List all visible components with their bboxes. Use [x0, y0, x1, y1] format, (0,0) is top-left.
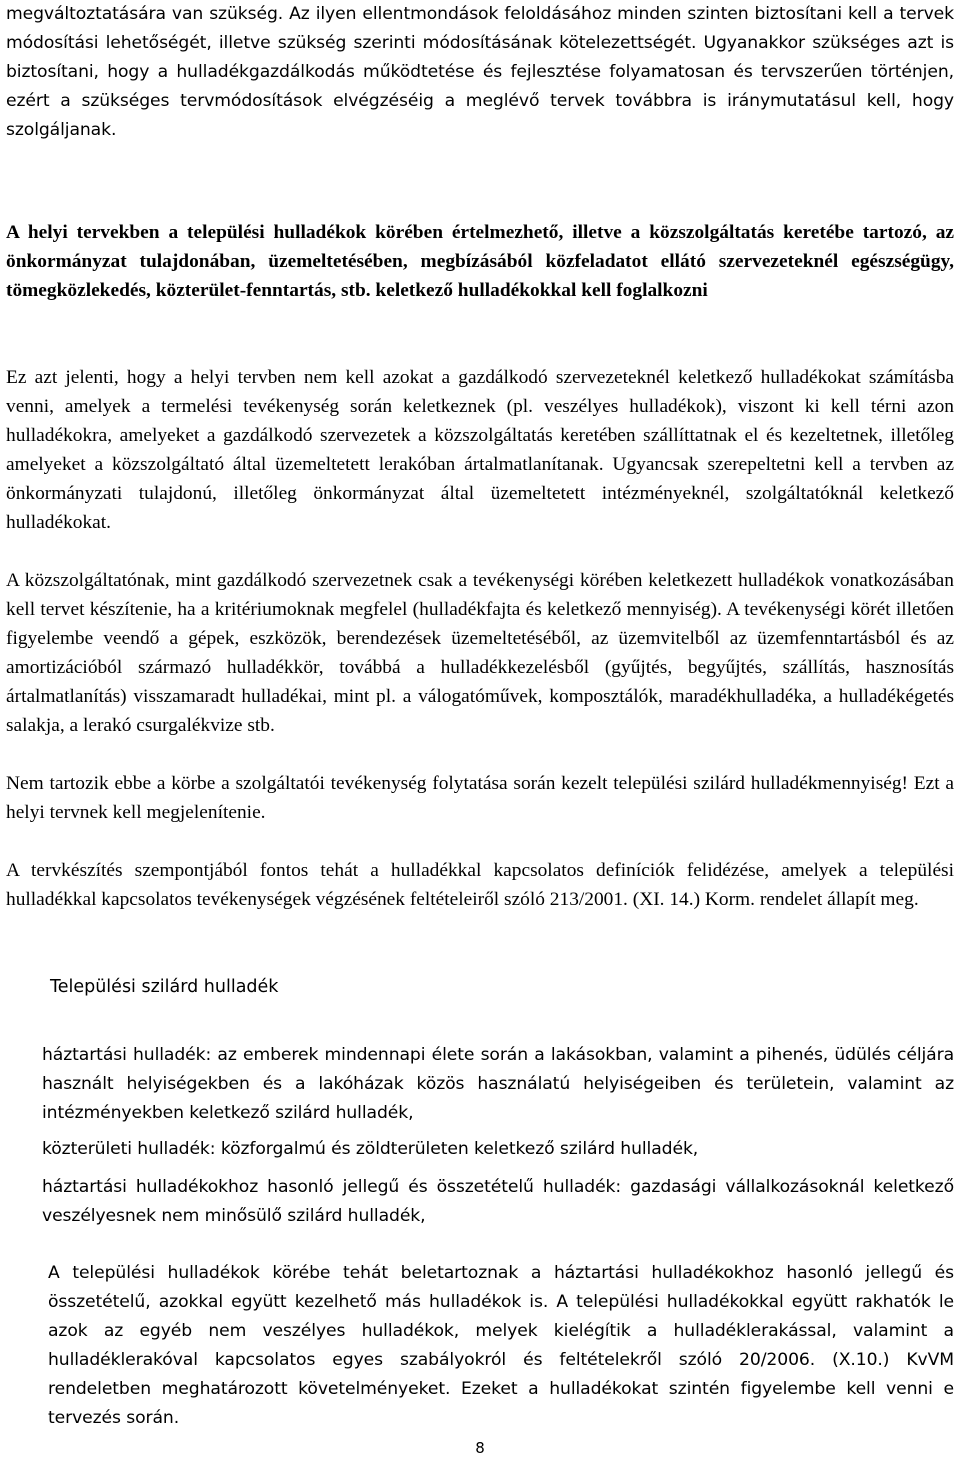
paragraph-service-provider: A közszolgáltatónak, mint gazdálkodó szervezetnek csak a tevékenységi körében keletkezett hulladékok vonatkozásában kell tervet készítenie, ha a kritériumoknak megfelel (hulladékfajta és keletkező mennyiség). A tevékenységi körét illetően figyelembe veendő a gépek, eszközök, berendezések üzemeltetéséből, az üzemvitelből az üzemfenntartásból és az amortizációból származó hulladékkör, továbbá a hulladékkezelésből (gyűjtés, begyűjtés, szállítás, hasznosítás ártalmatlanítás) visszamaradt hulladékai, mint pl. a válogatóművek, komposztálók, maradékhulladéka, a hulladékégetés salakja, a lerakó csurgalékvize stb.	[6, 570, 954, 736]
paragraph-meaning: Ez azt jelenti, hogy a helyi tervben nem kell azokat a gazdálkodó szervezeteknél keletkező hulladékokat számításba venni, amelyek a termelési tevékenység során keletkeznek (pl. veszélyes hulladékok), viszont ki kell térni azon hulladékokra, amelyeket a gazdálkodó szervezetek a közszolgáltatás keretében szállíttatnak el és kezeltetnek, illetőleg amelyeket a közszolgáltató által üzemeltetett lerakóban ártalmatlanítanak. Ugyancsak szerepeltetni kell a tervben az önkormányzati tulajdonú, illetőleg önkormányzat által üzemeltetett intézményeknél, szolgáltatóknál keletkező hulladékokat.	[6, 367, 954, 533]
definition-household-waste: háztartási hulladék: az emberek mindennapi élete során a lakásokban, valamint a pihenés, üdülés céljára használt helyiségekben és a lakóházak közös használatú helyiségeiben és területein, valamint az intézményekben keletkező szilárd hulladék,	[42, 1045, 954, 1123]
paragraph-not-included: Nem tartozik ebbe a körbe a szolgáltatói tevékenység folytatása során kezelt települési szilárd hulladékmennyiség! Ezt a helyi tervnek kell megjelenítenie.	[6, 773, 954, 823]
paragraph-plan-modification: megváltoztatására van szükség. Az ilyen ellentmondások feloldásához minden szinten biztosítani kell a tervek módosítási lehetőségét, illetve szükség szerinti módosításának kötelezettségét. Ugyanakkor szükséges azt is biztosítani, hogy a hulladékgazdálkodás működtetése és fejlesztése folyamatosan és tervszerűen történjen, ezért a szükséges tervmódosítások elvégzéséig a meglévő tervek továbbra is iránymutatásul kell, hogy szolgáljanak.	[6, 4, 954, 140]
page-number: 8	[475, 1439, 485, 1457]
definition-public-area-waste: közterületi hulladék: közforgalmú és zöldterületen keletkező szilárd hulladék,	[42, 1139, 699, 1159]
definition-similar-waste: háztartási hulladékokhoz hasonló jellegű és összetételű hulladék: gazdasági vállalkozásoknál keletkező veszélyesnek nem minősülő szilárd hulladék,	[42, 1177, 954, 1226]
paragraph-local-plans-bold: A helyi tervekben a települési hulladékok körében értelmezhető, illetve a közszolgáltatás keretébe tartozó, az önkormányzat tulajdonában, üzemeltetésében, megbízásából közfeladatot ellátó szervezeteknél egészségügy, tömegközlekedés, közterület-fenntartás, stb. keletkező hulladékokkal kell foglalkozni	[6, 222, 954, 301]
paragraph-definitions-intro: A tervkészítés szempontjából fontos tehát a hulladékkal kapcsolatos definíciók felidézése, amelyek a települési hulladékkal kapcsolatos tevékenységek végzésének feltételeiről szóló 213/2001. (XI. 14.) Korm. rendelet állapít meg.	[6, 860, 954, 910]
paragraph-municipal-waste-scope: A települési hulladékok körébe tehát beletartoznak a háztartási hulladékokhoz hasonló jellegű és összetételű, azokkal együtt kezelhető más hulladékok is. A települési hulladékokkal együtt rakhatók le azok az egyéb nem veszélyes hulladékok, melyek kielégítik a hulladéklerakással, valamint a hulladéklerakóval kapcsolatos egyes szabályokról és feltételekről szóló 20/2006. (X.10.) KvVM rendeletben meghatározott követelményeket. Ezeket a hulladékokat szintén figyelembe kell venni e tervezés során.	[48, 1263, 954, 1428]
section-heading: Települési szilárd hulladék	[50, 977, 279, 997]
